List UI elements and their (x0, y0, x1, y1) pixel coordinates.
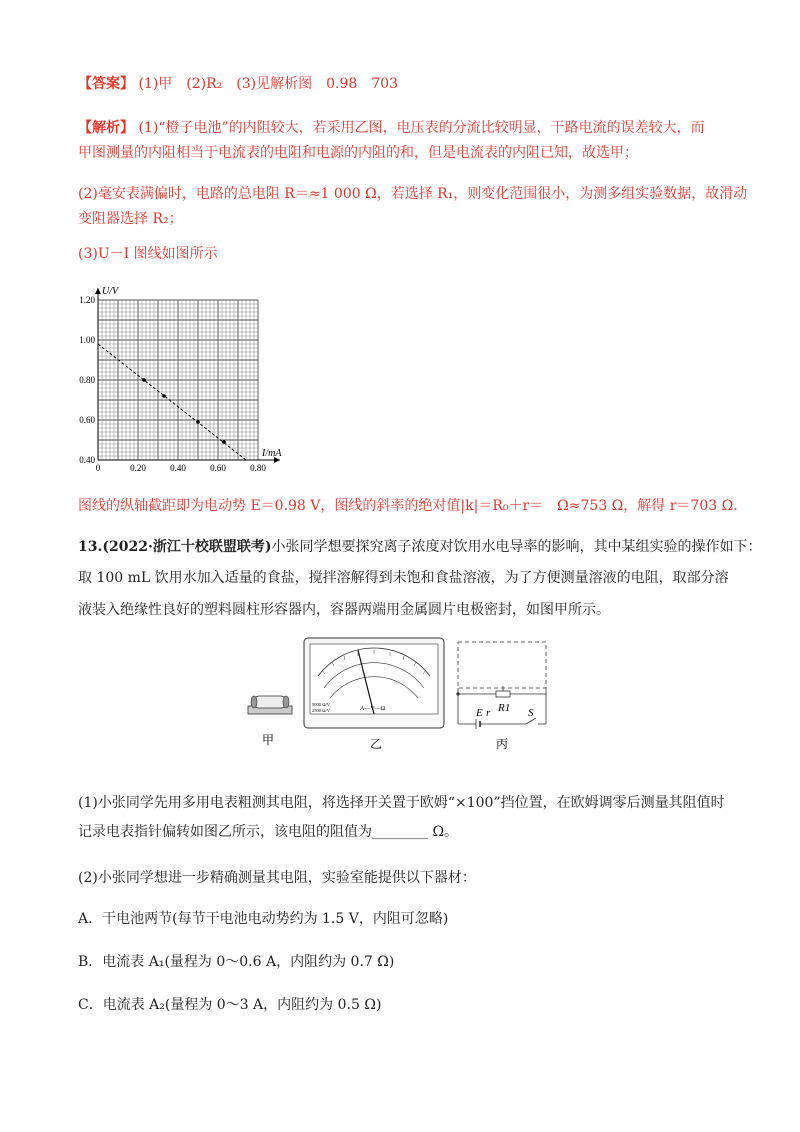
figure-label-jia: 甲 (262, 733, 275, 747)
data-point (222, 440, 226, 444)
x-tick-label: 0.60 (210, 463, 226, 473)
q2-line: (2)小张同学想进一步精确测量其电阻，实验室能提供以下器材： (78, 870, 476, 886)
figure-label-bing: 丙 (496, 737, 509, 751)
option-a: A．干电池两节(每节干电池电动势约为 1.5 V，内阻可忽略) (78, 911, 449, 927)
figure-label-yi: 乙 (370, 737, 383, 751)
q1-line-2: 记录电表指针偏转如图乙所示，该电阻的阻值为________ Ω。 (78, 824, 459, 840)
q13-source: 13.(2022·浙江十校联盟联考) (78, 539, 272, 555)
x-tick-label: 0.20 (130, 463, 146, 473)
analysis-p1-l1: (1)“橙子电池”的内阻较大，若采用乙图，电压表的分流比较明显，干路电流的误差较大，而 (138, 120, 705, 136)
y-axis-label: U/V (102, 286, 119, 297)
x-tick-label: 0.80 (250, 463, 266, 473)
answer-tag: 【答案】 (78, 76, 134, 92)
answer-line (78, 74, 398, 94)
data-point (162, 394, 166, 398)
data-point (142, 378, 146, 382)
q1-line-1: (1)小张同学先用多用电表粗测其电阻，将选择开关置于欧姆“×100”挡位置，在欧姆调零后测量其阻值时 (78, 795, 725, 811)
experiment-figures (240, 636, 570, 761)
analysis-p2-l2: 变阻器选择 R₂； (78, 211, 183, 227)
q13-line-2: 取 100 mL 饮用水加入适量的食盐，搅拌溶解得到未饱和食盐溶液，为了方便测量溶液的电阻，取部分溶 (78, 570, 729, 586)
y-tick-label: 0.40 (79, 455, 95, 465)
option-b: B．电流表 A₁(量程为 0～0.6 A，内阻约为 0.7 Ω) (78, 954, 395, 970)
figure-bing (456, 642, 546, 751)
q13-line-1 (78, 537, 761, 557)
analysis-tag: 【解析】 (78, 120, 134, 136)
x-tick-label: 0.40 (170, 463, 186, 473)
option-c: C．电流表 A₂(量程为 0～3 A，内阻约为 0.5 Ω) (78, 997, 382, 1013)
analysis-line-1 (78, 118, 705, 138)
analysis-p3: (3)U－I 图线如图所示 (78, 246, 218, 262)
x-axis-label: I/mA (262, 448, 282, 459)
circuit-label-r: r (486, 707, 491, 719)
analysis-p1-l2: 甲图测量的内阻相当于电流表的电阻和电源的内阻的和，但是电流表的内阻已知，故选甲； (78, 145, 638, 161)
meter-center-label: A—V—Ω (360, 706, 386, 712)
meter-left-label-2: 2500 Ω/V (312, 708, 330, 713)
figure-yi (304, 638, 444, 751)
circuit-label-E: E (476, 707, 483, 719)
q13-line1-text: 小张同学想要探究离子浓度对饮用水电导率的影响，其中某组实验的操作如下： (271, 539, 762, 555)
x-tick-label: 0 (95, 463, 101, 473)
data-point (196, 420, 200, 424)
y-tick-label: 0.60 (79, 415, 95, 425)
y-axis-arrow (95, 288, 101, 294)
answer-text: (1)甲 (2)R₂ (3)见解析图 0.98 703 (138, 76, 398, 92)
circuit-label-R1: R1 (498, 702, 511, 714)
analysis-p2-l1: (2)毫安表满偏时，电路的总电阻 R＝≈1 000 Ω，若选择 R₁，则变化范围很小，为测多组实验数据，故滑动 (78, 186, 748, 202)
y-tick-label: 1.00 (79, 335, 95, 345)
y-tick-label: 0.80 (79, 375, 95, 385)
q13-line-3: 液装入绝缘性良好的塑料圆柱形容器内，容器两端用金属圆片电极密封，如图甲所示。 (78, 602, 610, 618)
figure-jia (248, 696, 292, 747)
u-i-chart (70, 280, 300, 475)
y-tick-label: 1.20 (79, 295, 95, 305)
circuit-label-S: S (528, 707, 534, 719)
meter-left-label: 5000 Ω/V (312, 702, 330, 707)
analysis-p4: 图线的纵轴截距即为电动势 E＝0.98 V，图线的斜率的绝对值|k|＝R₀＋r＝ Ω≈753 Ω，解得 r＝703 Ω. (78, 498, 738, 514)
